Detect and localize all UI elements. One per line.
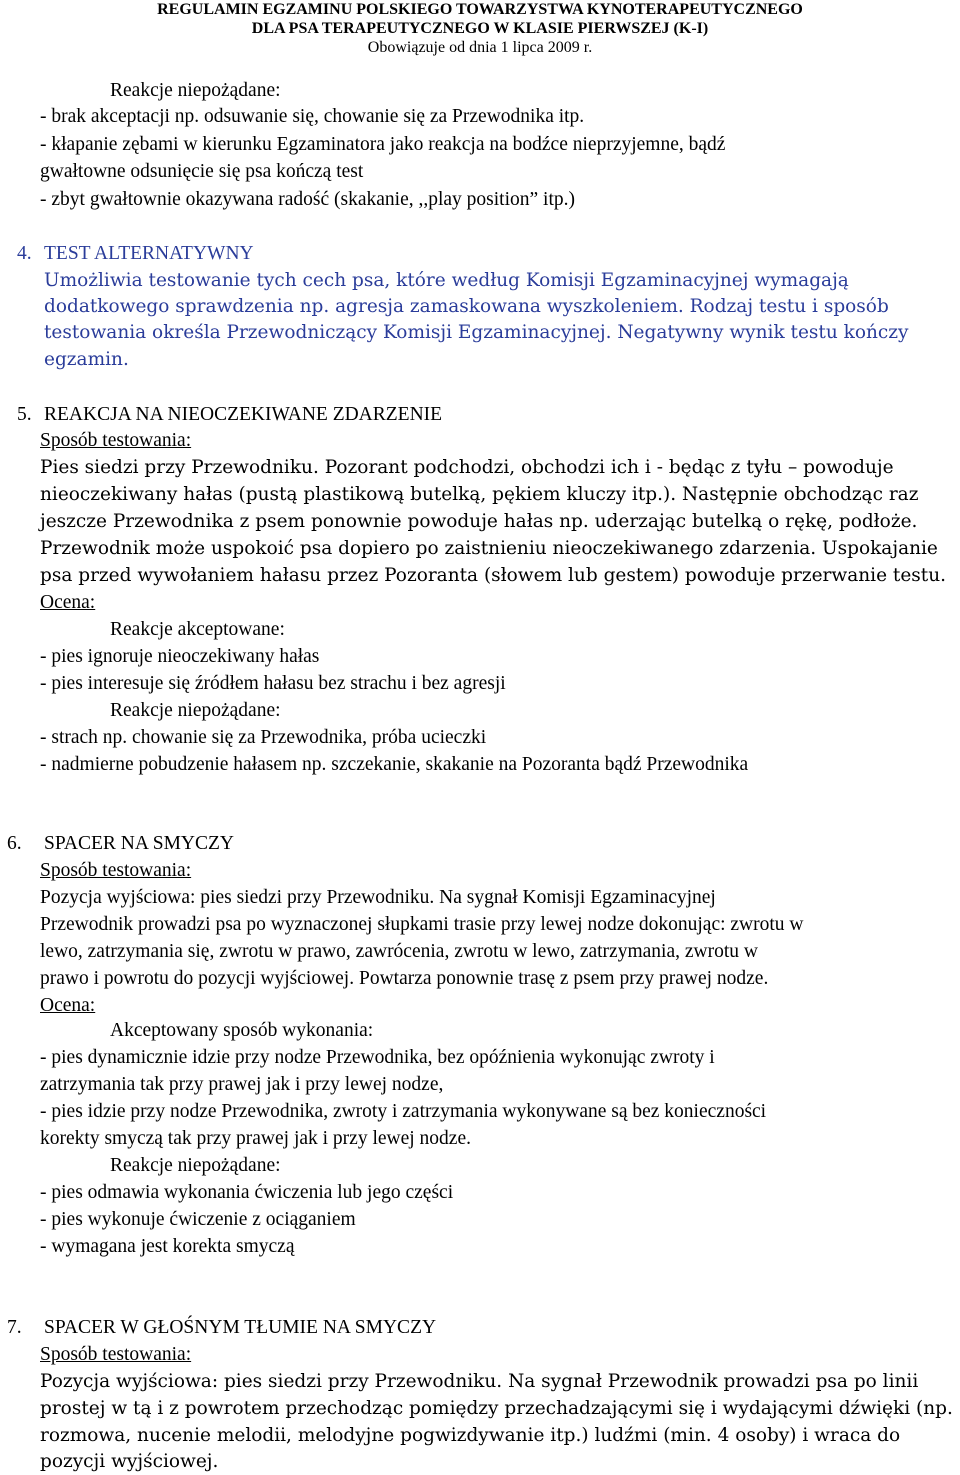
section5-method-label: Sposób testowania: (40, 430, 192, 451)
document-header-line1: REGULAMIN EGZAMINU POLSKIEGO TOWARZYSTWA KYNOTERAPEUTYCZNEGO (157, 1, 803, 18)
section6-accepted-line: - pies dynamicznie idzie przy nodze Przewodnika, bez opóźnienia wykonując zwroty i (40, 1047, 715, 1068)
document-header-line3: Obowiązuje od dnia 1 lipca 2009 r. (367, 39, 593, 56)
section4-line: testowania określa Przewodniczący Komisji Egzaminacyjnej. Negatywny wynik testu kończy (44, 322, 909, 343)
section6-number: 6. (7, 833, 22, 854)
section4-line: egzamin. (44, 349, 129, 370)
section5-method-line: Pies siedzi przy Przewodniku. Pozorant podchodzi, obchodzi ich i - będąc z tyłu – powoduje (40, 457, 894, 478)
section5-accepted-line: - pies interesuje się źródłem hałasu bez strachu i bez agresji (40, 673, 506, 694)
section6-accepted-line: korekty smyczą tak przy prawej jak i przy lewej nodze. (40, 1128, 471, 1149)
section7-method-line: rozmowa, nucenie melodii, melodyjne pogwizdywanie itp.) ludźmi (min. 4 osoby) i wraca do (40, 1425, 901, 1446)
section5-method-line: nieoczekiwany hałas (pustą plastikową butelką, pękiem kluczy itp.). Następnie obchodząc raz (40, 484, 919, 505)
section6-unwanted-line: - wymagana jest korekta smyczą (40, 1236, 295, 1257)
section7-method-line: prostej w tą i z powrotem przechodząc pomiędzy przechadzającymi się i wydającymi dźwięki (np. (40, 1398, 953, 1419)
top-line: - kłapanie zębami w kierunku Egzaminatora jako reakcja na bodźce nieprzyjemne, bądź (40, 134, 726, 155)
section5-title: REAKCJA NA NIEOCZEKIWANE ZDARZENIE (44, 404, 443, 425)
section7-method-line: Pozycja wyjściowa: pies siedzi przy Przewodniku. Na sygnał Przewodnik prowadzi psa po linii (40, 1371, 919, 1392)
section5-unwanted-line: - strach np. chowanie się za Przewodnika, próba ucieczki (40, 727, 487, 748)
section4-number: 4. (17, 243, 32, 264)
section5-accepted-label: Reakcje akceptowane: (110, 619, 285, 640)
top-line: - zbyt gwałtownie okazywana radość (skakanie, ,,play position” itp.) (40, 189, 576, 210)
section6-method-label: Sposób testowania: (40, 860, 192, 881)
section7-title: SPACER W GŁOŚNYM TŁUMIE NA SMYCZY (44, 1317, 437, 1338)
section6-title: SPACER NA SMYCZY (44, 833, 235, 854)
section6-accepted-line: zatrzymania tak przy prawej jak i przy lewej nodze, (40, 1074, 444, 1095)
section7-method-label: Sposób testowania: (40, 1344, 192, 1365)
section6-unwanted-label: Reakcje niepożądane: (110, 1155, 281, 1176)
section7-number: 7. (7, 1317, 22, 1338)
top-unwanted-label: Reakcje niepożądane: (110, 80, 281, 101)
section5-number: 5. (17, 404, 32, 425)
section5-unwanted-line: - nadmierne pobudzenie hałasem np. szczekanie, skakanie na Pozoranta bądź Przewodnika (40, 754, 749, 775)
section6-unwanted-line: - pies odmawia wykonania ćwiczenia lub jego części (40, 1182, 454, 1203)
section6-method-line: prawo i powrotu do pozycji wyjściowej. Powtarza ponownie trasę z psem przy prawej nodze. (40, 968, 769, 989)
section6-method-line: lewo, zatrzymania się, zwrotu w prawo, zawrócenia, zwrotu w lewo, zatrzymania, zwrotu w (40, 941, 758, 962)
section5-method-line: Przewodnik może uspokoić psa dopiero po zaistnieniu nieoczekiwanego zdarzenia. Uspokajanie (40, 538, 938, 559)
section5-method-line: jeszcze Przewodnika z psem ponownie powoduje hałas np. uderzając butelką o rękę, podłoże. (40, 511, 918, 532)
section6-rating-label: Ocena: (40, 995, 96, 1016)
document-header-line2: DLA PSA TERAPEUTYCZNEGO W KLASIE PIERWSZEJ (K-I) (251, 20, 709, 37)
section4-title: TEST ALTERNATYWNY (44, 243, 254, 264)
section4-line: Umożliwia testowanie tych cech psa, które według Komisji Egzaminacyjnej wymagają (44, 270, 849, 291)
section6-accepted-label: Akceptowany sposób wykonania: (110, 1020, 374, 1041)
section4-line: dodatkowego sprawdzenia np. agresja zamaskowana wyszkoleniem. Rodzaj testu i sposób (44, 296, 889, 317)
section6-method-line: Pozycja wyjściowa: pies siedzi przy Przewodniku. Na sygnał Komisji Egzaminacyjnej (40, 887, 716, 908)
section5-rating-label: Ocena: (40, 592, 96, 613)
top-line: - brak akceptacji np. odsuwanie się, chowanie się za Przewodnika itp. (40, 106, 585, 127)
section6-unwanted-line: - pies wykonuje ćwiczenie z ociąganiem (40, 1209, 356, 1230)
section5-unwanted-label: Reakcje niepożądane: (110, 700, 281, 721)
section7-method-line: pozycji wyjściowej. (40, 1451, 219, 1472)
section6-accepted-line: - pies idzie przy nodze Przewodnika, zwroty i zatrzymania wykonywane są bez konieczności (40, 1101, 767, 1122)
section5-method-line: psa przed wywołaniem hałasu przez Pozoranta (słowem lub gestem) powoduje przerwanie testu. (40, 565, 947, 586)
section5-accepted-line: - pies ignoruje nieoczekiwany hałas (40, 646, 320, 667)
section6-method-line: Przewodnik prowadzi psa po wyznaczonej słupkami trasie przy lewej nodze dokonując: zwrotu w (40, 914, 804, 935)
top-line: gwałtowne odsunięcie się psa kończą test (40, 161, 364, 182)
